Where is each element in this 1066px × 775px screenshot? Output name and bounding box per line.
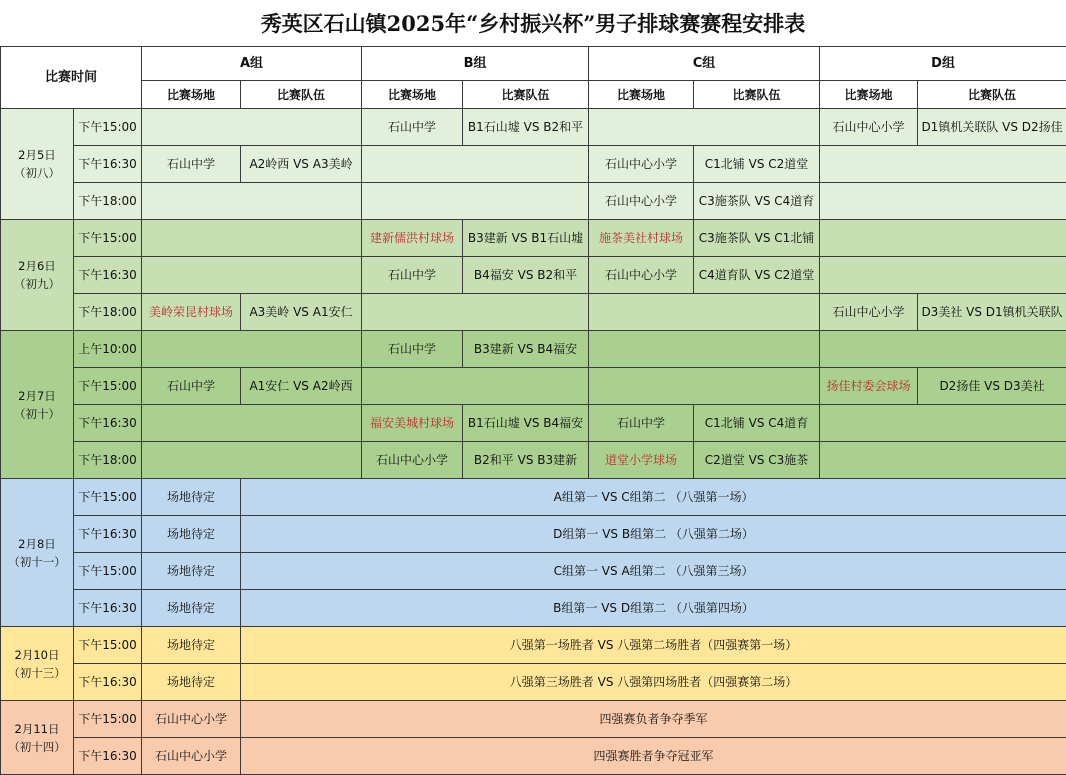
knockout-row: [1, 590, 1066, 627]
time-cell: 上午10:00: [74, 331, 142, 368]
date-cell: [1, 109, 74, 220]
venue-header: 比赛场地: [142, 81, 241, 109]
date-label: 2月5日: [3, 146, 71, 164]
date-label: 2月8日: [3, 535, 71, 553]
venue-cell: 场地待定: [142, 627, 241, 664]
venue-cell: 石山中心小学: [142, 701, 241, 738]
empty-slot-cell: [362, 368, 589, 405]
teams-cell: B3建新 VS B4福安: [463, 331, 589, 368]
venue-cell: 场地待定: [142, 664, 241, 701]
match-row: [1, 109, 1066, 146]
page-title: 秀英区石山镇2025年“乡村振兴杯”男子排球赛赛程安排表: [0, 0, 1066, 46]
match-cell: C组第一 VS A组第二 （八强第三场）: [241, 553, 1066, 590]
venue-cell: 石山中学: [362, 331, 463, 368]
teams-cell: C3施茶队 VS C4道育: [694, 183, 820, 220]
teams-header: 比赛队伍: [241, 81, 362, 109]
teams-cell: C1北铺 VS C2道堂: [694, 146, 820, 183]
date-cell: [1, 701, 74, 775]
knockout-row: [1, 738, 1066, 775]
knockout-row: [1, 664, 1066, 701]
match-cell: 八强第三场胜者 VS 八强第四场胜者（四强赛第二场）: [241, 664, 1066, 701]
date-label: 2月10日: [3, 646, 71, 664]
venue-cell: 场地待定: [142, 553, 241, 590]
venue-cell: 石山中心小学: [142, 738, 241, 775]
date-label: 2月6日: [3, 257, 71, 275]
empty-slot-cell: [142, 405, 362, 442]
time-cell: 下午18:00: [74, 294, 142, 331]
teams-cell: A2岭西 VS A3美岭: [241, 146, 362, 183]
empty-slot-cell: [142, 257, 362, 294]
knockout-row: [1, 627, 1066, 664]
teams-cell: D3美社 VS D1镇机关联队: [918, 294, 1066, 331]
venue-cell: 场地待定: [142, 516, 241, 553]
venue-cell: 道堂小学球场: [589, 442, 694, 479]
venue-header: 比赛场地: [589, 81, 694, 109]
date-label: 2月7日: [3, 387, 71, 405]
date-cell: [1, 627, 74, 701]
knockout-row: [1, 516, 1066, 553]
venue-cell: 石山中心小学: [589, 183, 694, 220]
time-cell: 下午16:30: [74, 664, 142, 701]
teams-header: 比赛队伍: [918, 81, 1066, 109]
time-cell: 下午15:00: [74, 368, 142, 405]
match-row: [1, 442, 1066, 479]
empty-slot-cell: [820, 220, 1066, 257]
empty-slot-cell: [820, 183, 1066, 220]
empty-slot-cell: [142, 331, 362, 368]
teams-header: 比赛队伍: [694, 81, 820, 109]
match-cell: A组第一 VS C组第二 （八强第一场）: [241, 479, 1066, 516]
venue-cell: 石山中心小学: [589, 146, 694, 183]
empty-slot-cell: [820, 442, 1066, 479]
empty-slot-cell: [589, 331, 820, 368]
knockout-row: [1, 701, 1066, 738]
empty-slot-cell: [589, 109, 820, 146]
schedule-body: [1, 109, 1066, 775]
venue-cell: 石山中心小学: [589, 257, 694, 294]
match-row: [1, 368, 1066, 405]
empty-slot-cell: [589, 294, 820, 331]
match-cell: 四强赛胜者争夺冠亚军: [241, 738, 1066, 775]
time-cell: 下午15:00: [74, 220, 142, 257]
time-cell: 下午15:00: [74, 479, 142, 516]
venue-cell: 施茶美社村球场: [589, 220, 694, 257]
lunar-date-label: （初十三）: [3, 664, 71, 682]
empty-slot-cell: [142, 220, 362, 257]
lunar-date-label: （初九）: [3, 275, 71, 293]
empty-slot-cell: [820, 331, 1066, 368]
match-row: [1, 146, 1066, 183]
schedule-table: [0, 46, 1066, 775]
time-cell: 下午16:30: [74, 146, 142, 183]
empty-slot-cell: [142, 442, 362, 479]
empty-slot-cell: [362, 294, 589, 331]
time-cell: 下午18:00: [74, 183, 142, 220]
time-cell: 下午15:00: [74, 109, 142, 146]
time-header: 比赛时间: [1, 47, 142, 109]
teams-cell: B1石山墟 VS B4福安: [463, 405, 589, 442]
teams-cell: D1镇机关联队 VS D2扬佳: [918, 109, 1066, 146]
date-label: 2月11日: [3, 720, 71, 738]
time-cell: 下午15:00: [74, 701, 142, 738]
knockout-row: [1, 479, 1066, 516]
time-cell: 下午16:30: [74, 257, 142, 294]
venue-cell: 场地待定: [142, 479, 241, 516]
time-cell: 下午16:30: [74, 738, 142, 775]
time-cell: 下午15:00: [74, 627, 142, 664]
time-cell: 下午16:30: [74, 590, 142, 627]
venue-cell: 石山中学: [589, 405, 694, 442]
match-cell: 八强第一场胜者 VS 八强第二场胜者（四强赛第一场）: [241, 627, 1066, 664]
group-header-a: A组: [142, 47, 362, 81]
empty-slot-cell: [820, 257, 1066, 294]
match-row: [1, 294, 1066, 331]
time-cell: 下午16:30: [74, 516, 142, 553]
lunar-date-label: （初十四）: [3, 738, 71, 756]
venue-cell: 石山中学: [362, 257, 463, 294]
time-cell: 下午16:30: [74, 405, 142, 442]
venue-cell: 建新儒洪村球场: [362, 220, 463, 257]
teams-header: 比赛队伍: [463, 81, 589, 109]
empty-slot-cell: [589, 368, 820, 405]
empty-slot-cell: [142, 183, 362, 220]
match-row: [1, 257, 1066, 294]
empty-slot-cell: [820, 405, 1066, 442]
empty-slot-cell: [142, 109, 362, 146]
match-row: [1, 220, 1066, 257]
time-cell: 下午15:00: [74, 553, 142, 590]
venue-cell: 福安美城村球场: [362, 405, 463, 442]
group-header-b: B组: [362, 47, 589, 81]
teams-cell: B4福安 VS B2和平: [463, 257, 589, 294]
lunar-date-label: （初十）: [3, 405, 71, 423]
venue-cell: 场地待定: [142, 590, 241, 627]
venue-header: 比赛场地: [362, 81, 463, 109]
teams-cell: B1石山墟 VS B2和平: [463, 109, 589, 146]
time-cell: 下午18:00: [74, 442, 142, 479]
teams-cell: B3建新 VS B1石山墟: [463, 220, 589, 257]
match-cell: B组第一 VS D组第二 （八强第四场）: [241, 590, 1066, 627]
date-cell: [1, 331, 74, 479]
match-cell: 四强赛负者争夺季军: [241, 701, 1066, 738]
venue-header: 比赛场地: [820, 81, 918, 109]
venue-cell: 石山中学: [362, 109, 463, 146]
lunar-date-label: （初十一）: [3, 553, 71, 571]
teams-cell: C3施茶队 VS C1北铺: [694, 220, 820, 257]
date-cell: [1, 220, 74, 331]
match-row: [1, 331, 1066, 368]
teams-cell: C4道育队 VS C2道堂: [694, 257, 820, 294]
teams-cell: B2和平 VS B3建新: [463, 442, 589, 479]
empty-slot-cell: [820, 146, 1066, 183]
empty-slot-cell: [362, 146, 589, 183]
lunar-date-label: （初八）: [3, 164, 71, 182]
venue-cell: 扬佳村委会球场: [820, 368, 918, 405]
venue-cell: 石山中心小学: [820, 294, 918, 331]
venue-cell: 石山中心小学: [362, 442, 463, 479]
teams-cell: A3美岭 VS A1安仁: [241, 294, 362, 331]
match-row: [1, 183, 1066, 220]
group-header-c: C组: [589, 47, 820, 81]
venue-cell: 美岭荣昆村球场: [142, 294, 241, 331]
teams-cell: D2扬佳 VS D3美社: [918, 368, 1066, 405]
teams-cell: A1安仁 VS A2岭西: [241, 368, 362, 405]
teams-cell: C1北铺 VS C4道育: [694, 405, 820, 442]
date-cell: [1, 479, 74, 627]
venue-cell: 石山中学: [142, 368, 241, 405]
venue-cell: 石山中学: [142, 146, 241, 183]
empty-slot-cell: [362, 183, 589, 220]
group-header-d: D组: [820, 47, 1066, 81]
knockout-row: [1, 553, 1066, 590]
match-cell: D组第一 VS B组第二 （八强第二场）: [241, 516, 1066, 553]
match-row: [1, 405, 1066, 442]
teams-cell: C2道堂 VS C3施茶: [694, 442, 820, 479]
venue-cell: 石山中心小学: [820, 109, 918, 146]
